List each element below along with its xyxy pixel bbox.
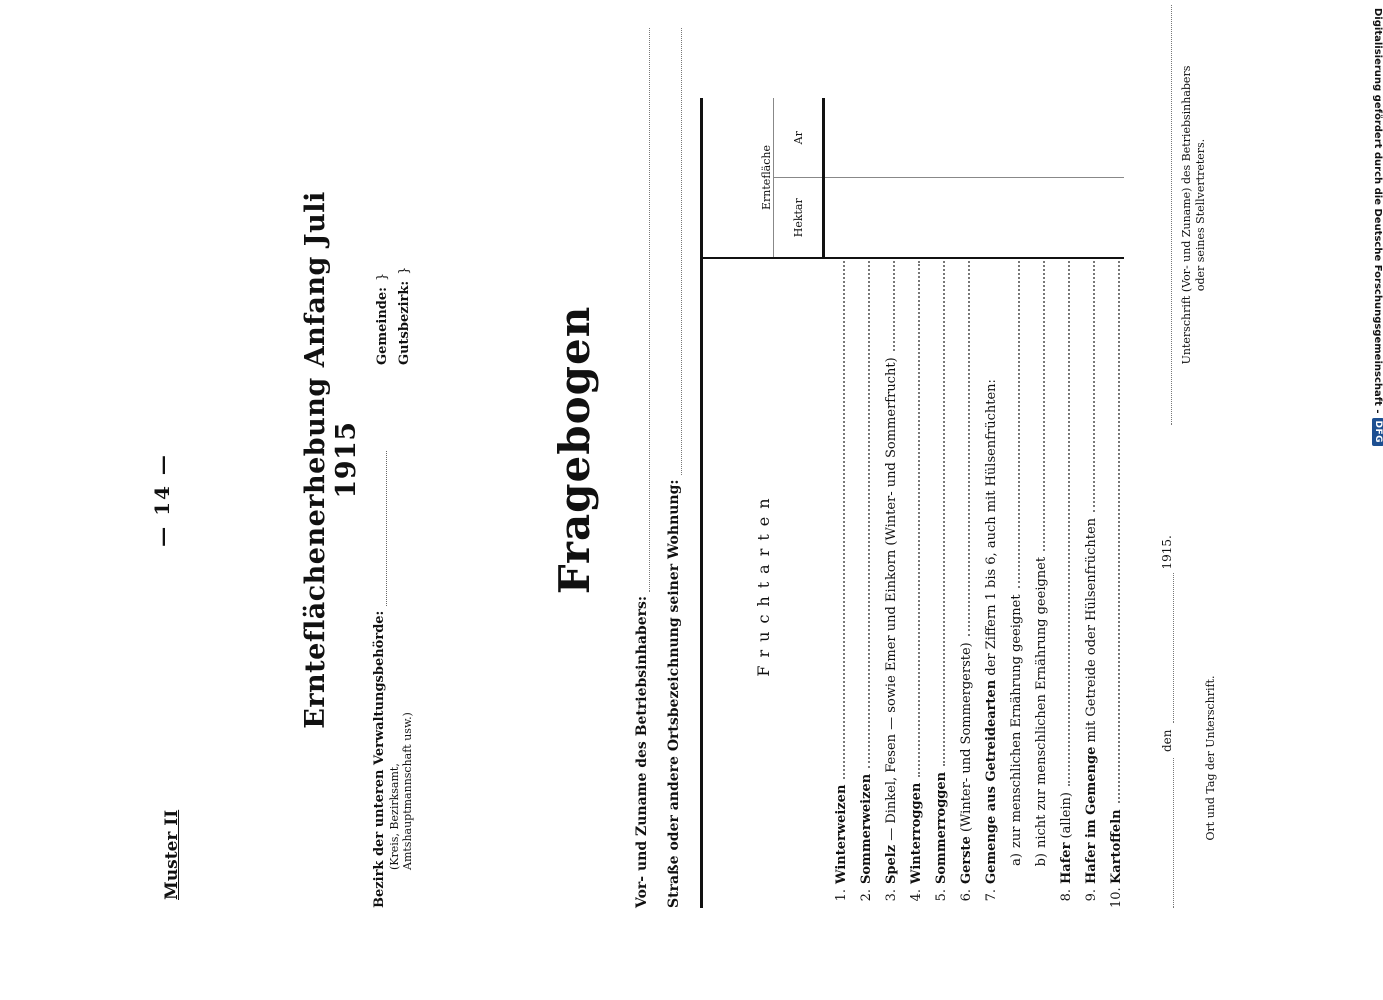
crop-name-bold: Winterroggen	[908, 782, 924, 884]
dfg-logo: DFG	[1372, 418, 1383, 447]
gemeinde-brace: }	[375, 272, 390, 282]
crop-name-cell	[949, 258, 974, 908]
crop-row-sub-letter: a)	[1008, 853, 1024, 866]
crop-name-bold: Sommerroggen	[933, 771, 949, 884]
crop-row-content	[1034, 259, 1049, 908]
crop-row-content	[859, 259, 874, 908]
hektar-value-cell[interactable]	[1074, 178, 1099, 258]
crop-name-cell	[999, 258, 1024, 908]
crop-name-cell	[974, 258, 999, 908]
page-number: — 14 —	[150, 453, 174, 547]
crop-row-label	[1109, 809, 1124, 884]
crop-row-label	[834, 785, 849, 884]
crop-row-content	[1109, 259, 1124, 908]
crop-row-number: 6.	[958, 889, 974, 902]
crop-name-bold: Gerste	[958, 836, 974, 884]
commune-block	[372, 267, 416, 366]
crop-row	[874, 98, 899, 908]
ar-value-cell[interactable]	[1049, 98, 1074, 178]
dot-leader	[843, 261, 845, 779]
dot-leader	[918, 261, 920, 777]
district-input-line[interactable]	[375, 452, 387, 607]
header-harvest-area: Erntefläche	[702, 98, 774, 258]
crop-row-label	[1084, 518, 1099, 884]
crop-row-label	[1009, 594, 1024, 848]
survey-title: Ernteflächenerhebung Anfang Juli 1915	[300, 191, 362, 729]
den-label: den	[1160, 729, 1174, 752]
crop-table-body	[824, 98, 1124, 908]
district-label: Bezirk der unteren Verwaltungsbehörde:	[372, 610, 387, 908]
ar-value-cell[interactable]	[849, 98, 874, 178]
hektar-value-cell[interactable]	[1049, 178, 1074, 258]
header-crop-types: Fruchtarten	[702, 258, 824, 908]
gutsbezirk-label: Gutsbezirk:	[397, 280, 412, 365]
credit-strip	[1367, 8, 1383, 444]
owner-name-field[interactable]	[634, 28, 650, 908]
ar-value-cell[interactable]	[1099, 98, 1124, 178]
crop-row-label	[1059, 792, 1074, 884]
crop-row-content	[1084, 259, 1099, 908]
hektar-value-cell[interactable]	[974, 178, 999, 258]
dot-leader	[1018, 261, 1020, 588]
crop-table	[700, 98, 1124, 908]
date-input-line[interactable]	[1162, 573, 1174, 723]
ar-value-cell[interactable]	[874, 98, 899, 178]
hektar-value-cell[interactable]	[999, 178, 1024, 258]
crop-row	[1024, 98, 1049, 908]
dot-leader	[868, 261, 870, 768]
crop-name-cell	[849, 258, 874, 908]
crop-row-label	[909, 783, 924, 884]
crop-row-label	[1034, 557, 1049, 848]
crop-row	[1049, 98, 1074, 908]
place-input-line[interactable]	[1162, 758, 1174, 908]
district-sub-line2: Amtshauptmannschaft usw.)	[401, 712, 414, 870]
crop-name-cell	[824, 258, 849, 908]
hektar-value-cell[interactable]	[1024, 178, 1049, 258]
dot-leader	[968, 261, 970, 636]
crop-row-number: 2.	[858, 889, 874, 902]
ar-value-cell[interactable]	[824, 98, 849, 178]
crop-name-bold: Sommerweizen	[858, 773, 874, 884]
signature-caption	[1180, 5, 1208, 425]
crop-row	[1099, 98, 1124, 908]
ar-value-cell[interactable]	[1024, 98, 1049, 178]
header-hektar: Hektar	[774, 178, 824, 258]
crop-name-cell	[1024, 258, 1049, 908]
place-caption: Ort und Tag der Unterschrift.	[1204, 675, 1217, 841]
ar-value-cell[interactable]	[974, 98, 999, 178]
gemeinde-label: Gemeinde:	[375, 287, 390, 365]
dot-leader	[1118, 261, 1120, 803]
crop-row-number: 3.	[883, 889, 899, 902]
crop-row-label	[884, 357, 899, 884]
crop-row-content	[984, 259, 999, 908]
signature-input-line[interactable]	[1160, 5, 1172, 425]
hektar-value-cell[interactable]	[874, 178, 899, 258]
form-title: Fragebogen	[550, 305, 599, 595]
crop-row	[1074, 98, 1099, 908]
credit-text-wrapper	[1367, 8, 1383, 444]
crop-row-content	[959, 259, 974, 908]
crop-row-content	[934, 259, 949, 908]
crop-row-number: 8.	[1058, 889, 1074, 902]
crop-name-cell	[1074, 258, 1099, 908]
crop-row-content	[1009, 259, 1024, 908]
crop-name-detail: (allein)	[1058, 792, 1074, 843]
crop-row	[899, 98, 924, 908]
hektar-value-cell[interactable]	[824, 178, 849, 258]
crop-name-cell	[899, 258, 924, 908]
credit-text: Digitalisierung gefördert durch die Deutsche Forschungsgemeinschaft -	[1372, 8, 1383, 414]
crop-name-detail: (Winter- und Sommergerste)	[958, 642, 974, 837]
crop-name-detail: — Dinkel, Fesen — sowie Emer und Einkorn (Winter- und Sommerfrucht)	[883, 357, 899, 845]
owner-name-label: Vor- und Zuname des Betriebsinhabers:	[634, 595, 650, 908]
crop-row	[974, 98, 999, 908]
crop-name-detail: der Ziffern 1 bis 6, auch mit Hülsenfrüchten:	[983, 379, 999, 680]
crop-name-cell	[1049, 258, 1074, 908]
place-date-line	[1160, 468, 1174, 908]
crop-row-number: 10.	[1108, 887, 1124, 908]
crop-row-label	[984, 379, 999, 884]
questionnaire-page	[150, 0, 1330, 1000]
owner-name-line[interactable]	[636, 28, 650, 592]
dot-leader	[943, 261, 945, 766]
crop-name-bold: Hafer im Gemenge	[1083, 746, 1099, 884]
crop-row	[949, 98, 974, 908]
crop-row-number: 4.	[908, 889, 924, 902]
signature-caption-line1: Unterschrift (Vor- und Zuname) des Betriebsinhabers	[1180, 65, 1193, 365]
muster-label: Muster II	[162, 809, 182, 900]
crop-name-bold: Kartoffeln	[1108, 809, 1124, 884]
crop-row	[924, 98, 949, 908]
place-date-block	[1160, 468, 1217, 908]
crop-row-number: 5.	[933, 889, 949, 902]
crop-row	[999, 98, 1024, 908]
crop-row-label	[959, 642, 974, 884]
district-sub-note	[388, 348, 414, 870]
header-ar: Ar	[774, 98, 824, 178]
crop-name-bold: Spelz	[883, 844, 899, 884]
crop-row-number: 9.	[1083, 889, 1099, 902]
ar-value-cell[interactable]	[999, 98, 1024, 178]
year-label: 1915.	[1160, 535, 1174, 570]
crop-name-bold: Winterweizen	[833, 784, 849, 884]
crop-name-cell	[874, 258, 899, 908]
crop-row	[849, 98, 874, 908]
crop-name-bold: Hafer	[1058, 842, 1074, 884]
crop-row-number: 1.	[833, 889, 849, 902]
district-block	[372, 348, 414, 908]
crop-row-content	[834, 259, 849, 908]
hektar-value-cell[interactable]	[899, 178, 924, 258]
crop-name-detail: zur menschlichen Ernährung geeignet	[1008, 594, 1024, 848]
crop-name-cell	[1099, 258, 1124, 908]
ar-value-cell[interactable]	[949, 98, 974, 178]
crop-name-bold: Gemenge aus Getreidearten	[983, 679, 999, 884]
crop-row-label	[934, 772, 949, 884]
hektar-value-cell[interactable]	[949, 178, 974, 258]
ar-value-cell[interactable]	[924, 98, 949, 178]
crop-row-content	[884, 259, 899, 908]
dot-leader	[1068, 261, 1070, 786]
crop-row-content	[1059, 259, 1074, 908]
hektar-value-cell[interactable]	[1099, 178, 1124, 258]
ar-value-cell[interactable]	[1074, 98, 1099, 178]
crop-name-cell	[924, 258, 949, 908]
district-sub-line1: (Kreis, Bezirksamt,	[388, 763, 401, 870]
street-line[interactable]	[668, 28, 682, 475]
crop-row-label	[859, 774, 874, 884]
street-field[interactable]	[666, 28, 682, 908]
dot-leader	[1043, 261, 1045, 551]
dot-leader	[893, 261, 895, 351]
signature-caption-line2: oder seines Stellvertreters.	[1194, 138, 1207, 292]
ar-value-cell[interactable]	[899, 98, 924, 178]
hektar-value-cell[interactable]	[924, 178, 949, 258]
crop-row-content	[909, 259, 924, 908]
crop-row	[824, 98, 849, 908]
street-label: Straße oder andere Ortsbezeichnung seiner Wohnung:	[666, 479, 682, 908]
signature-block	[1160, 5, 1208, 425]
crop-name-detail: nicht zur menschlichen Ernährung geeignet	[1033, 556, 1049, 848]
crop-row-sub-letter: b)	[1033, 853, 1049, 867]
hektar-value-cell[interactable]	[849, 178, 874, 258]
gutsbezirk-brace: }	[397, 266, 412, 275]
crop-name-detail: mit Getreide oder Hülsenfrüchten	[1083, 517, 1099, 747]
dot-leader	[1093, 261, 1095, 512]
crop-row-number: 7.	[983, 889, 999, 902]
